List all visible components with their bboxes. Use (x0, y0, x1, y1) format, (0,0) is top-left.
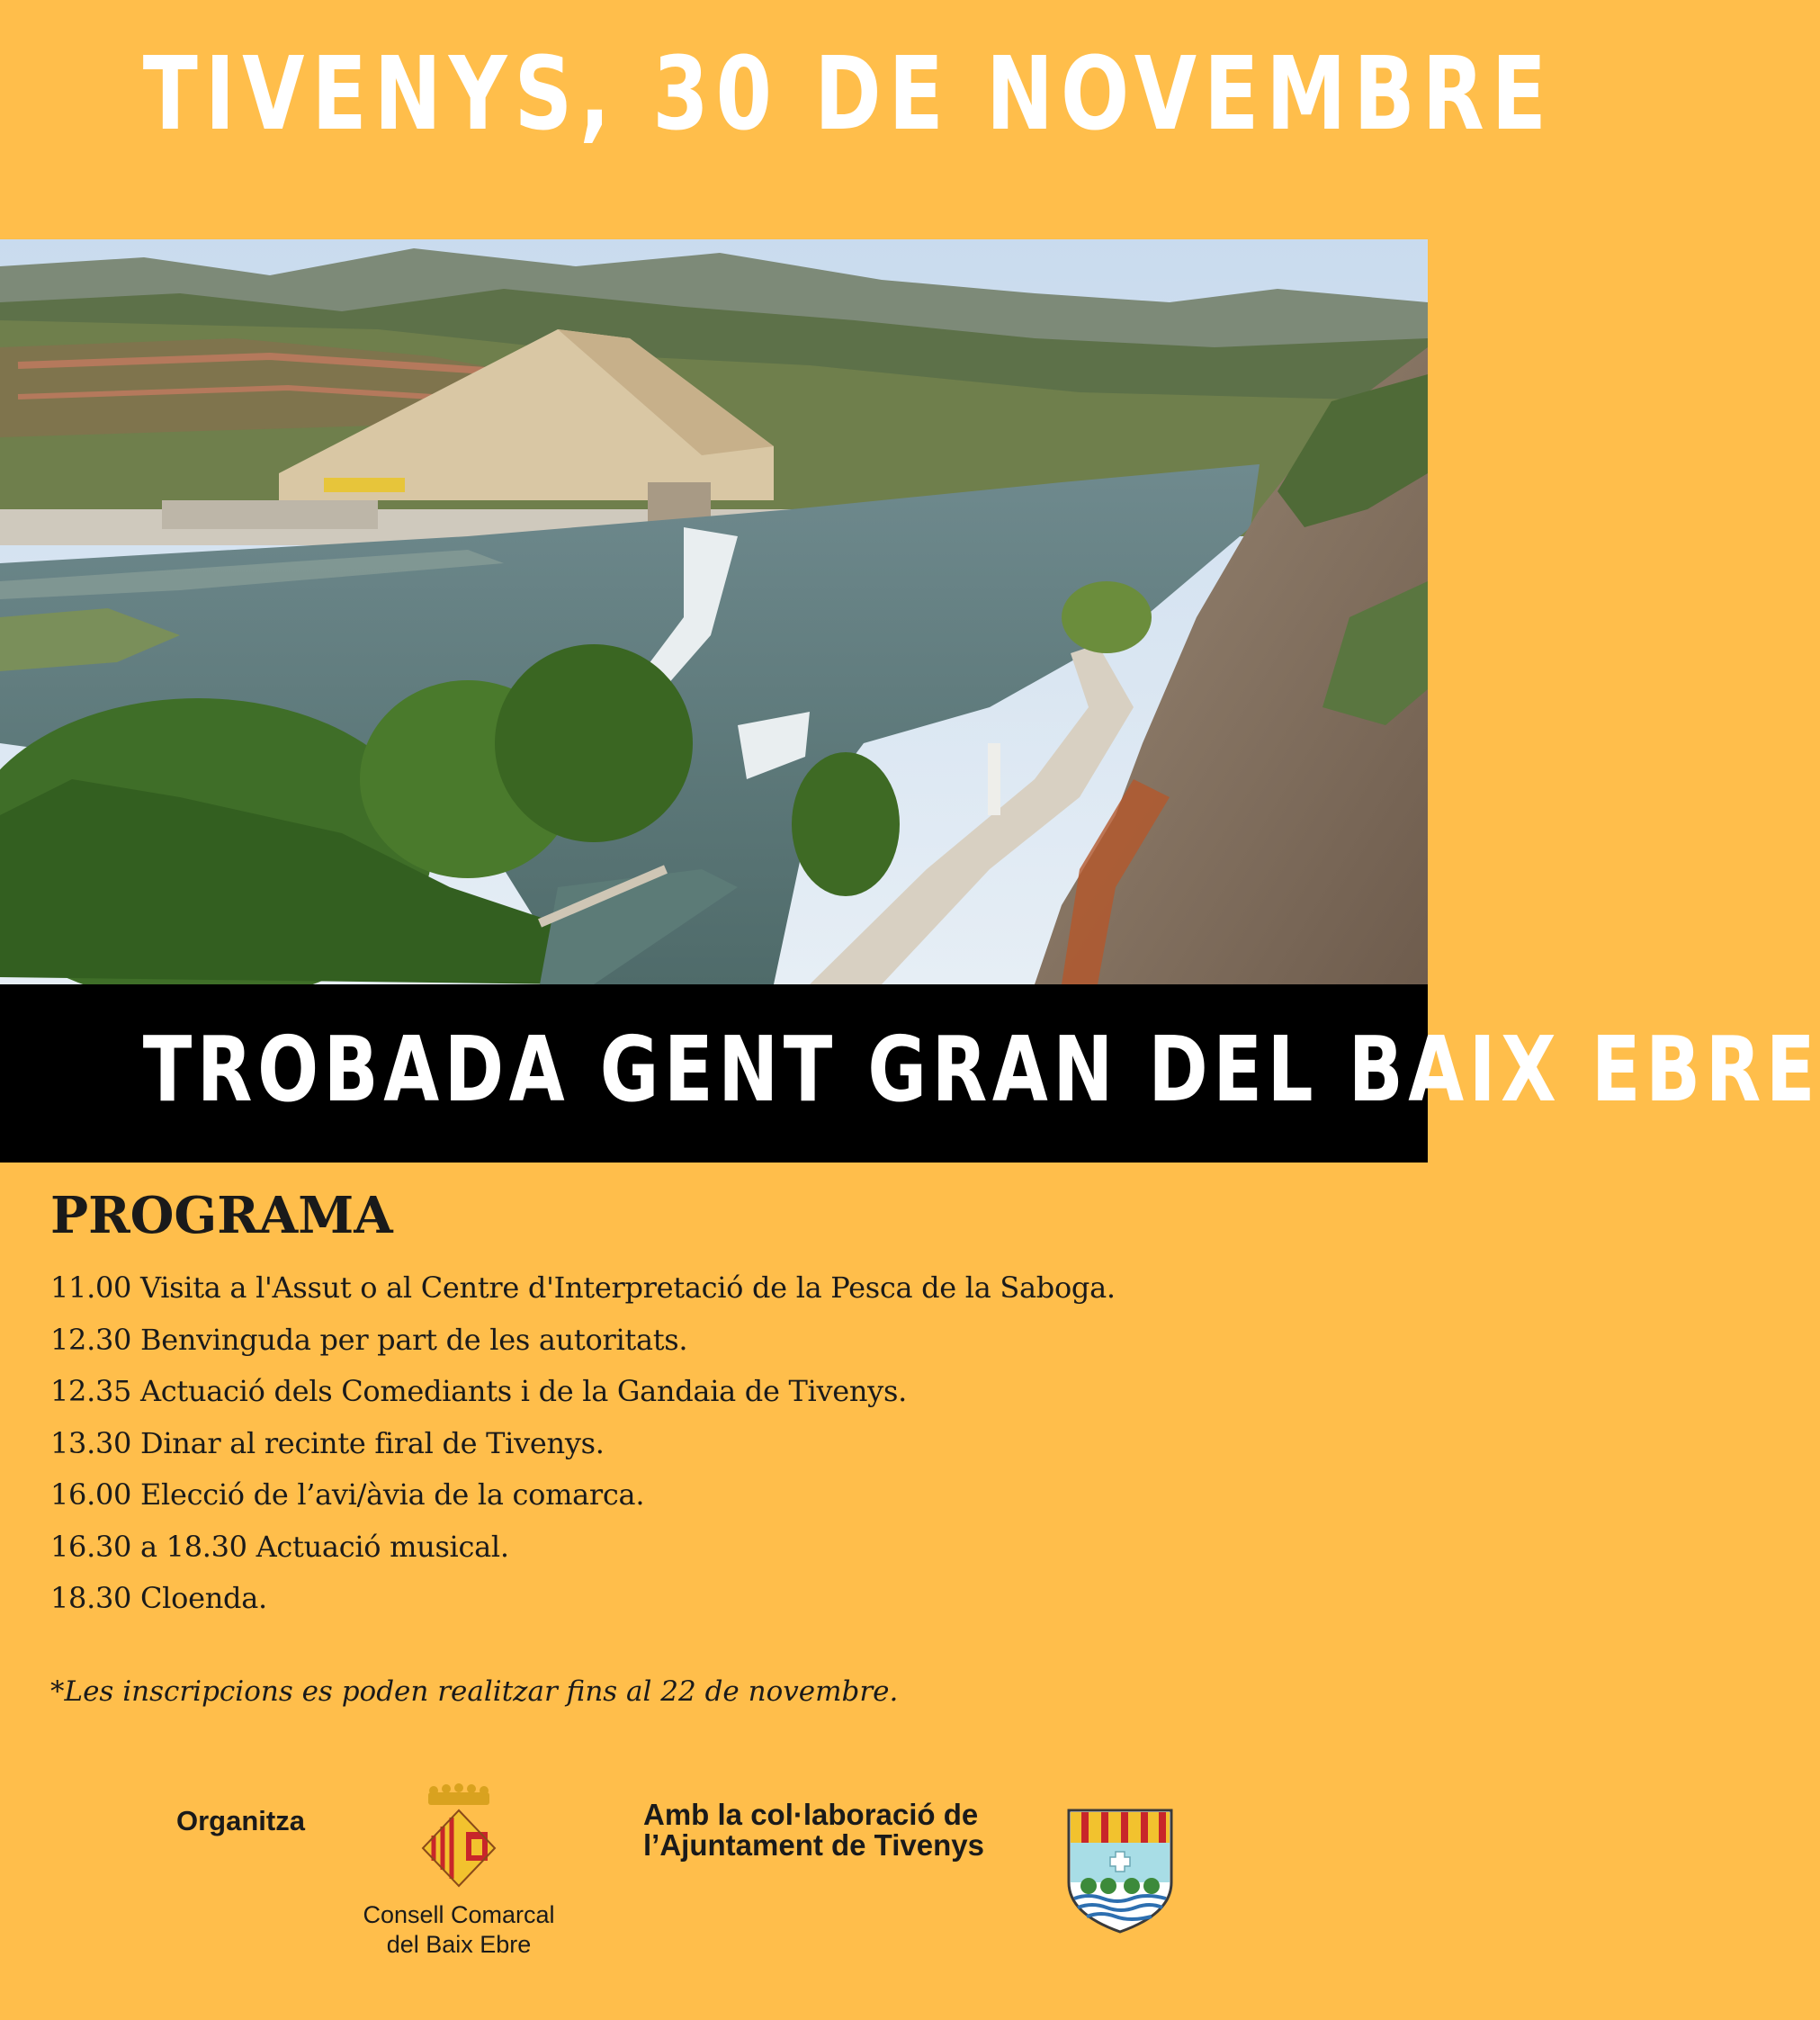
program-item: 13.30 Dinar al recinte firal de Tivenys. (50, 1425, 605, 1460)
river-dam-photo (0, 239, 1428, 984)
program-item: 16.00 Elecció de l’avi/àvia de la comarca. (50, 1477, 645, 1512)
council-crest-icon (416, 1783, 502, 1896)
collaboration-text (643, 1800, 984, 1861)
event-title: TROBADA GENT GRAN DEL BAIX EBRE (142, 1017, 1820, 1122)
registration-note: *Les inscripcions es poden realitzar fins al 22 de novembre. (50, 1675, 899, 1708)
program-list (50, 1262, 1116, 1625)
collab-line1: Amb la col·laboració de (643, 1798, 979, 1831)
title-banner (0, 984, 1820, 1163)
header-title: TIVENYS, 30 DE NOVEMBRE (142, 36, 1554, 153)
council-name (360, 1900, 558, 1960)
program-heading: PROGRAMA (50, 1186, 393, 1245)
program-item: 16.30 a 18.30 Actuació musical. (50, 1529, 509, 1564)
program-item: 12.35 Actuació dels Comediants i de la Gandaia de Tivenys. (50, 1374, 907, 1408)
organitza-label: Organitza (176, 1805, 305, 1836)
program-item: 18.30 Cloenda. (50, 1581, 267, 1615)
tivenys-shield-icon (1062, 1801, 1179, 1941)
program-item: 11.00 Visita a l'Assut o al Centre d'Interpretació de la Pesca de la Saboga. (50, 1270, 1116, 1305)
program-item: 12.30 Benvinguda per part de les autoritats. (50, 1322, 688, 1357)
council-name-line2: del Baix Ebre (386, 1931, 532, 1958)
council-name-line1: Consell Comarcal (363, 1901, 555, 1928)
collab-line2: l’Ajuntament de Tivenys (643, 1828, 984, 1862)
